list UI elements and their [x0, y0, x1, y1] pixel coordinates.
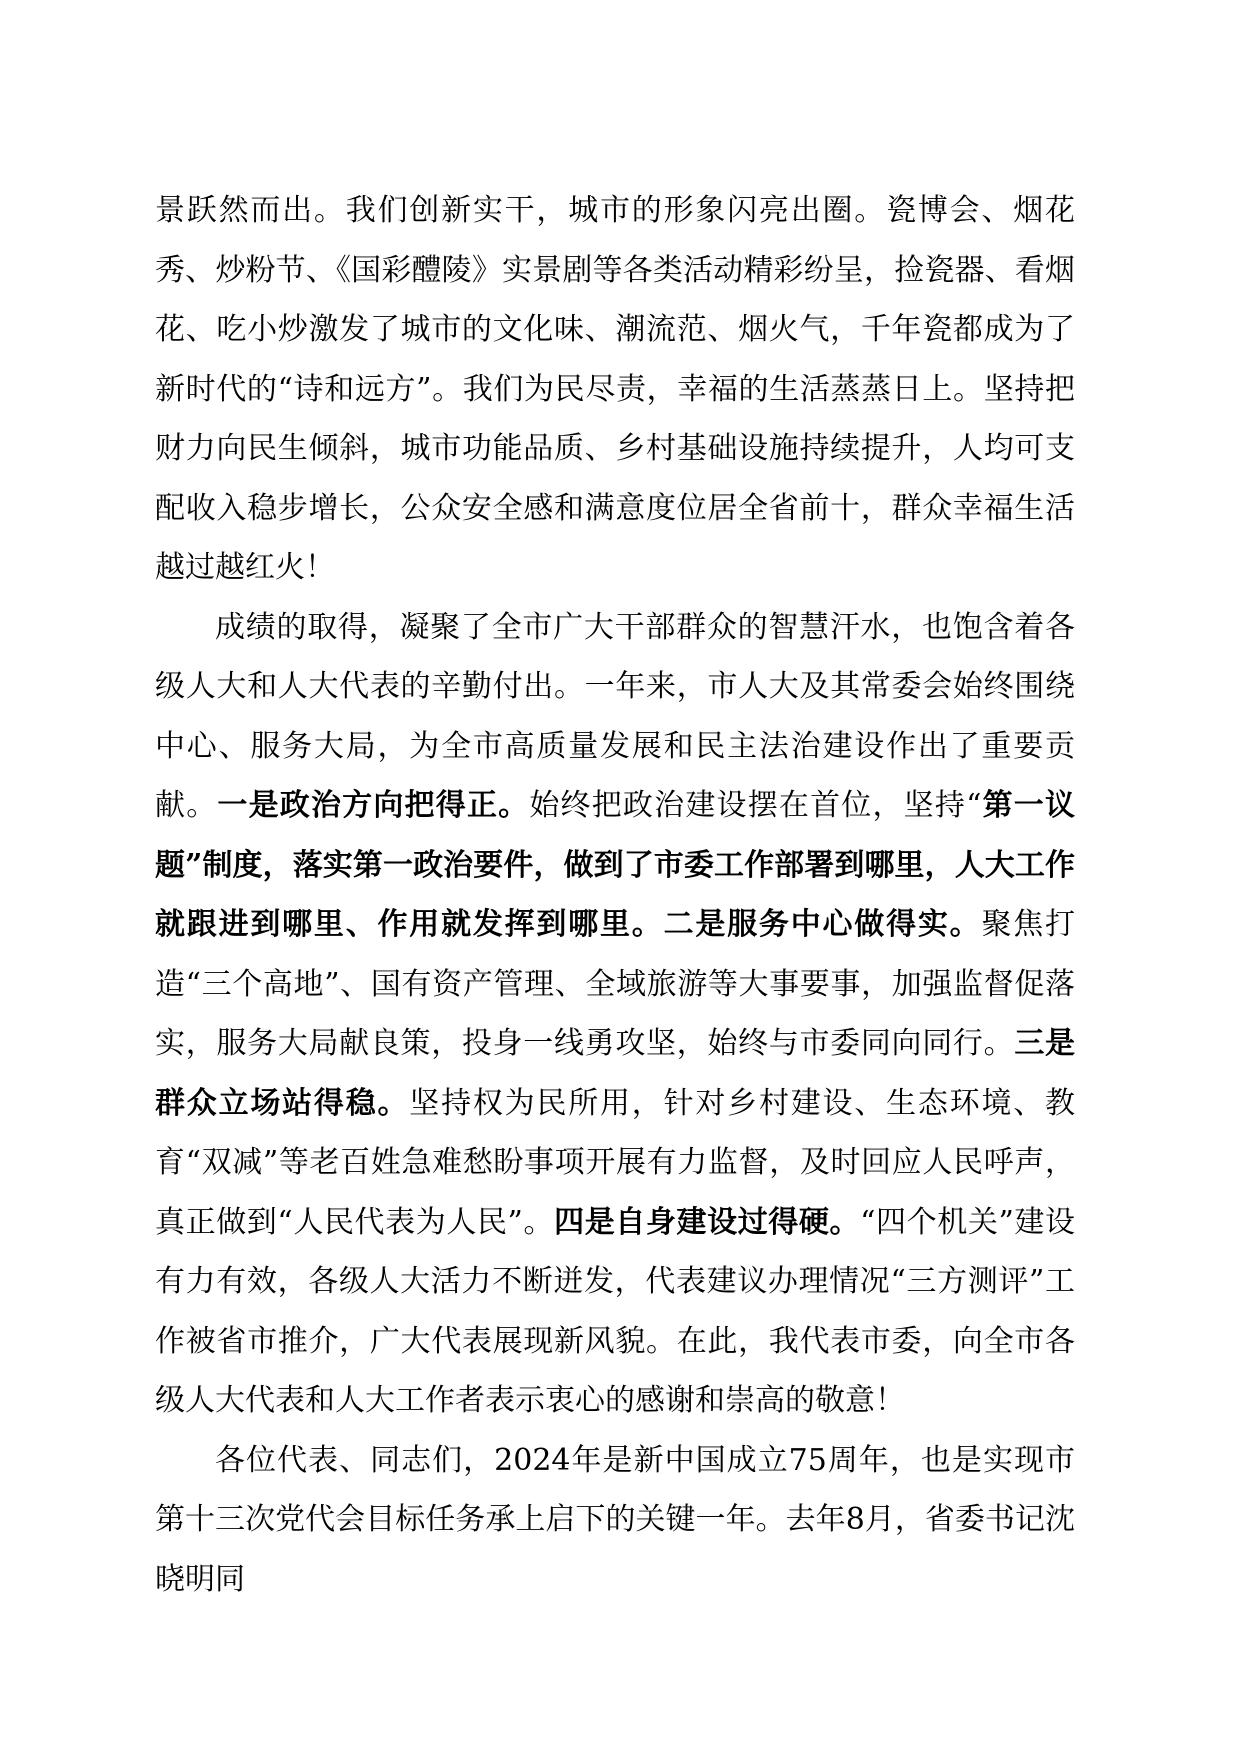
paragraph-2024-outlook: [155, 1431, 1075, 1610]
text-segment: 聚焦打造“三个高地”、国有资产管理、全域旅游等大事要事，加强监督促落实，服务大局献良策，投身一线勇攻坚，始终与市委同向同行。: [155, 907, 1076, 1061]
text-segment: 坚持权为民所用，针对乡村建设、生态环境、教育“双减”等老百姓急难愁盼事项开展有力监督，及时回应人民呼声，真正做到“人民代表为人民”。: [155, 1085, 1076, 1240]
paragraph-achievements: [155, 181, 1075, 598]
bold-heading-political-direction: 一是政治方向把得正。: [217, 788, 530, 823]
bold-heading-self-construction: 四是自身建设过得硬。: [554, 1204, 861, 1240]
text-segment: 成绩的取得，凝聚了全市广大干部群众的智慧汗水，也饱含着各级人大和人大代表的辛勤付出。一年来，市人大及其常委会始终围绕中心、服务大局，为全市高质量发展和民主法治建设作出了重要贡献。: [155, 609, 1075, 823]
bold-heading-serve-center: 第一议题”制度，落实第一政治要件，做到了市委工作部署到哪里，人大工作就跟进到哪里、作用就发挥到哪里。二是服务中心做得实。: [155, 788, 1076, 942]
paragraph-npc-contributions: [155, 598, 1075, 1431]
document-page: [155, 181, 1075, 1609]
text-segment: “四个机关”建设有力有效，各级人大活力不断迸发，代表建议办理情况“三方测评”工作被省市推介，广大代表展现新风貌。在此，我代表市委，向全市各级人大代表和人大工作者表示衷心的感谢和崇高的敬意！: [155, 1204, 1075, 1418]
bold-heading-people-stance: 三是群众立场站得稳。: [155, 1026, 1076, 1121]
text-segment: 始终把政治建设摆在首位，坚持“: [529, 788, 982, 823]
text-segment: 景跃然而出。我们创新实干，城市的形象闪亮出圈。瓷博会、烟花秀、炒粉节、《国彩醴陵》实景剧等各类活动精彩纷呈，捡瓷器、看烟花、吃小炒激发了城市的文化味、潮流范、烟火气，千年瓷都成为了新时代的“诗和远方”。我们为民尽责，幸福的生活蒸蒸日上。坚持把财力向民生倾斜，城市功能品质、乡村基础设施持续提升，人均可支配收入稳步增长，公众安全感和满意度位居全省前十，群众幸福生活越过越红火！: [155, 193, 1075, 585]
text-segment: 各位代表、同志们，2024年是新中国成立75周年，也是实现市第十三次党代会目标任务承上启下的关键一年。去年8月，省委书记沈晓明同: [155, 1442, 1075, 1597]
